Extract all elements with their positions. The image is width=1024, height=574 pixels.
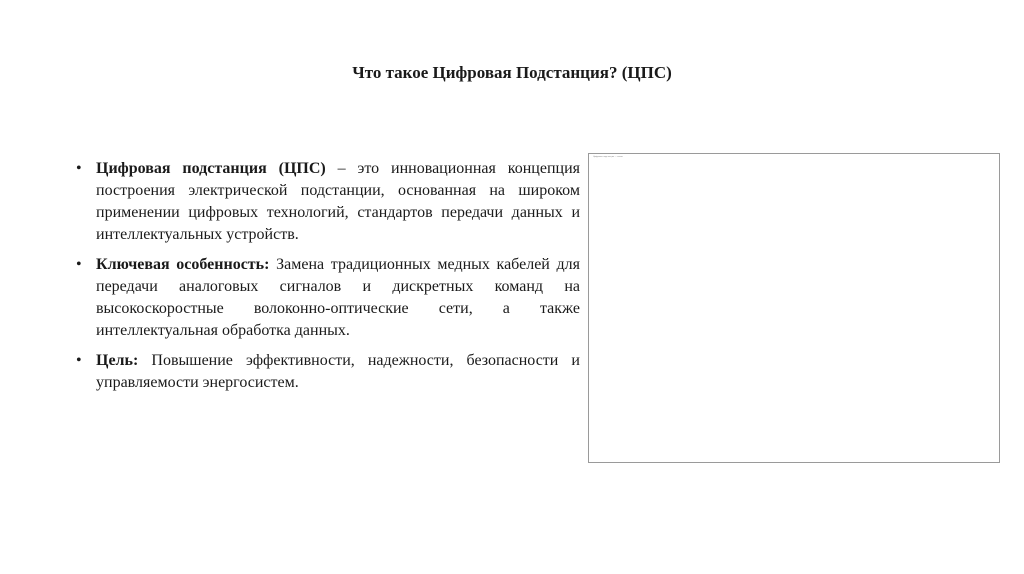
bullet-text: – это инновационная концепция построения электрической подстанции, основанная на широком применении цифровых технологий, стандартов передачи данных и интеллектуальных устройств. xyxy=(96,160,581,243)
bullet-dot-icon: • xyxy=(76,352,82,369)
image-caption: Цифровая подстанция — схема xyxy=(593,156,623,158)
bullet-item-definition xyxy=(76,158,580,246)
bullet-item-key-feature xyxy=(76,254,580,342)
image-placeholder xyxy=(588,153,1000,463)
bullet-term: Цифровая подстанция (ЦПС) xyxy=(96,160,326,177)
bullet-dot-icon: • xyxy=(76,160,82,177)
bullet-item-goal xyxy=(76,350,580,394)
bullet-text: Повышение эффективности, надежности, безопасности и управляемости энергосистем. xyxy=(96,352,580,391)
bullet-list xyxy=(76,158,580,402)
bullet-text: Замена традиционных медных кабелей для передачи аналоговых сигналов и дискретных команд на высокоскоростные волоконно-оптические сети, а также интеллектуальная обработка данных. xyxy=(96,256,580,339)
bullet-term: Цель: xyxy=(96,352,139,369)
slide-title: Что такое Цифровая Подстанция? (ЦПС) xyxy=(352,63,672,82)
bullet-term: Ключевая особенность: xyxy=(96,256,270,273)
bullet-dot-icon: • xyxy=(76,256,82,273)
